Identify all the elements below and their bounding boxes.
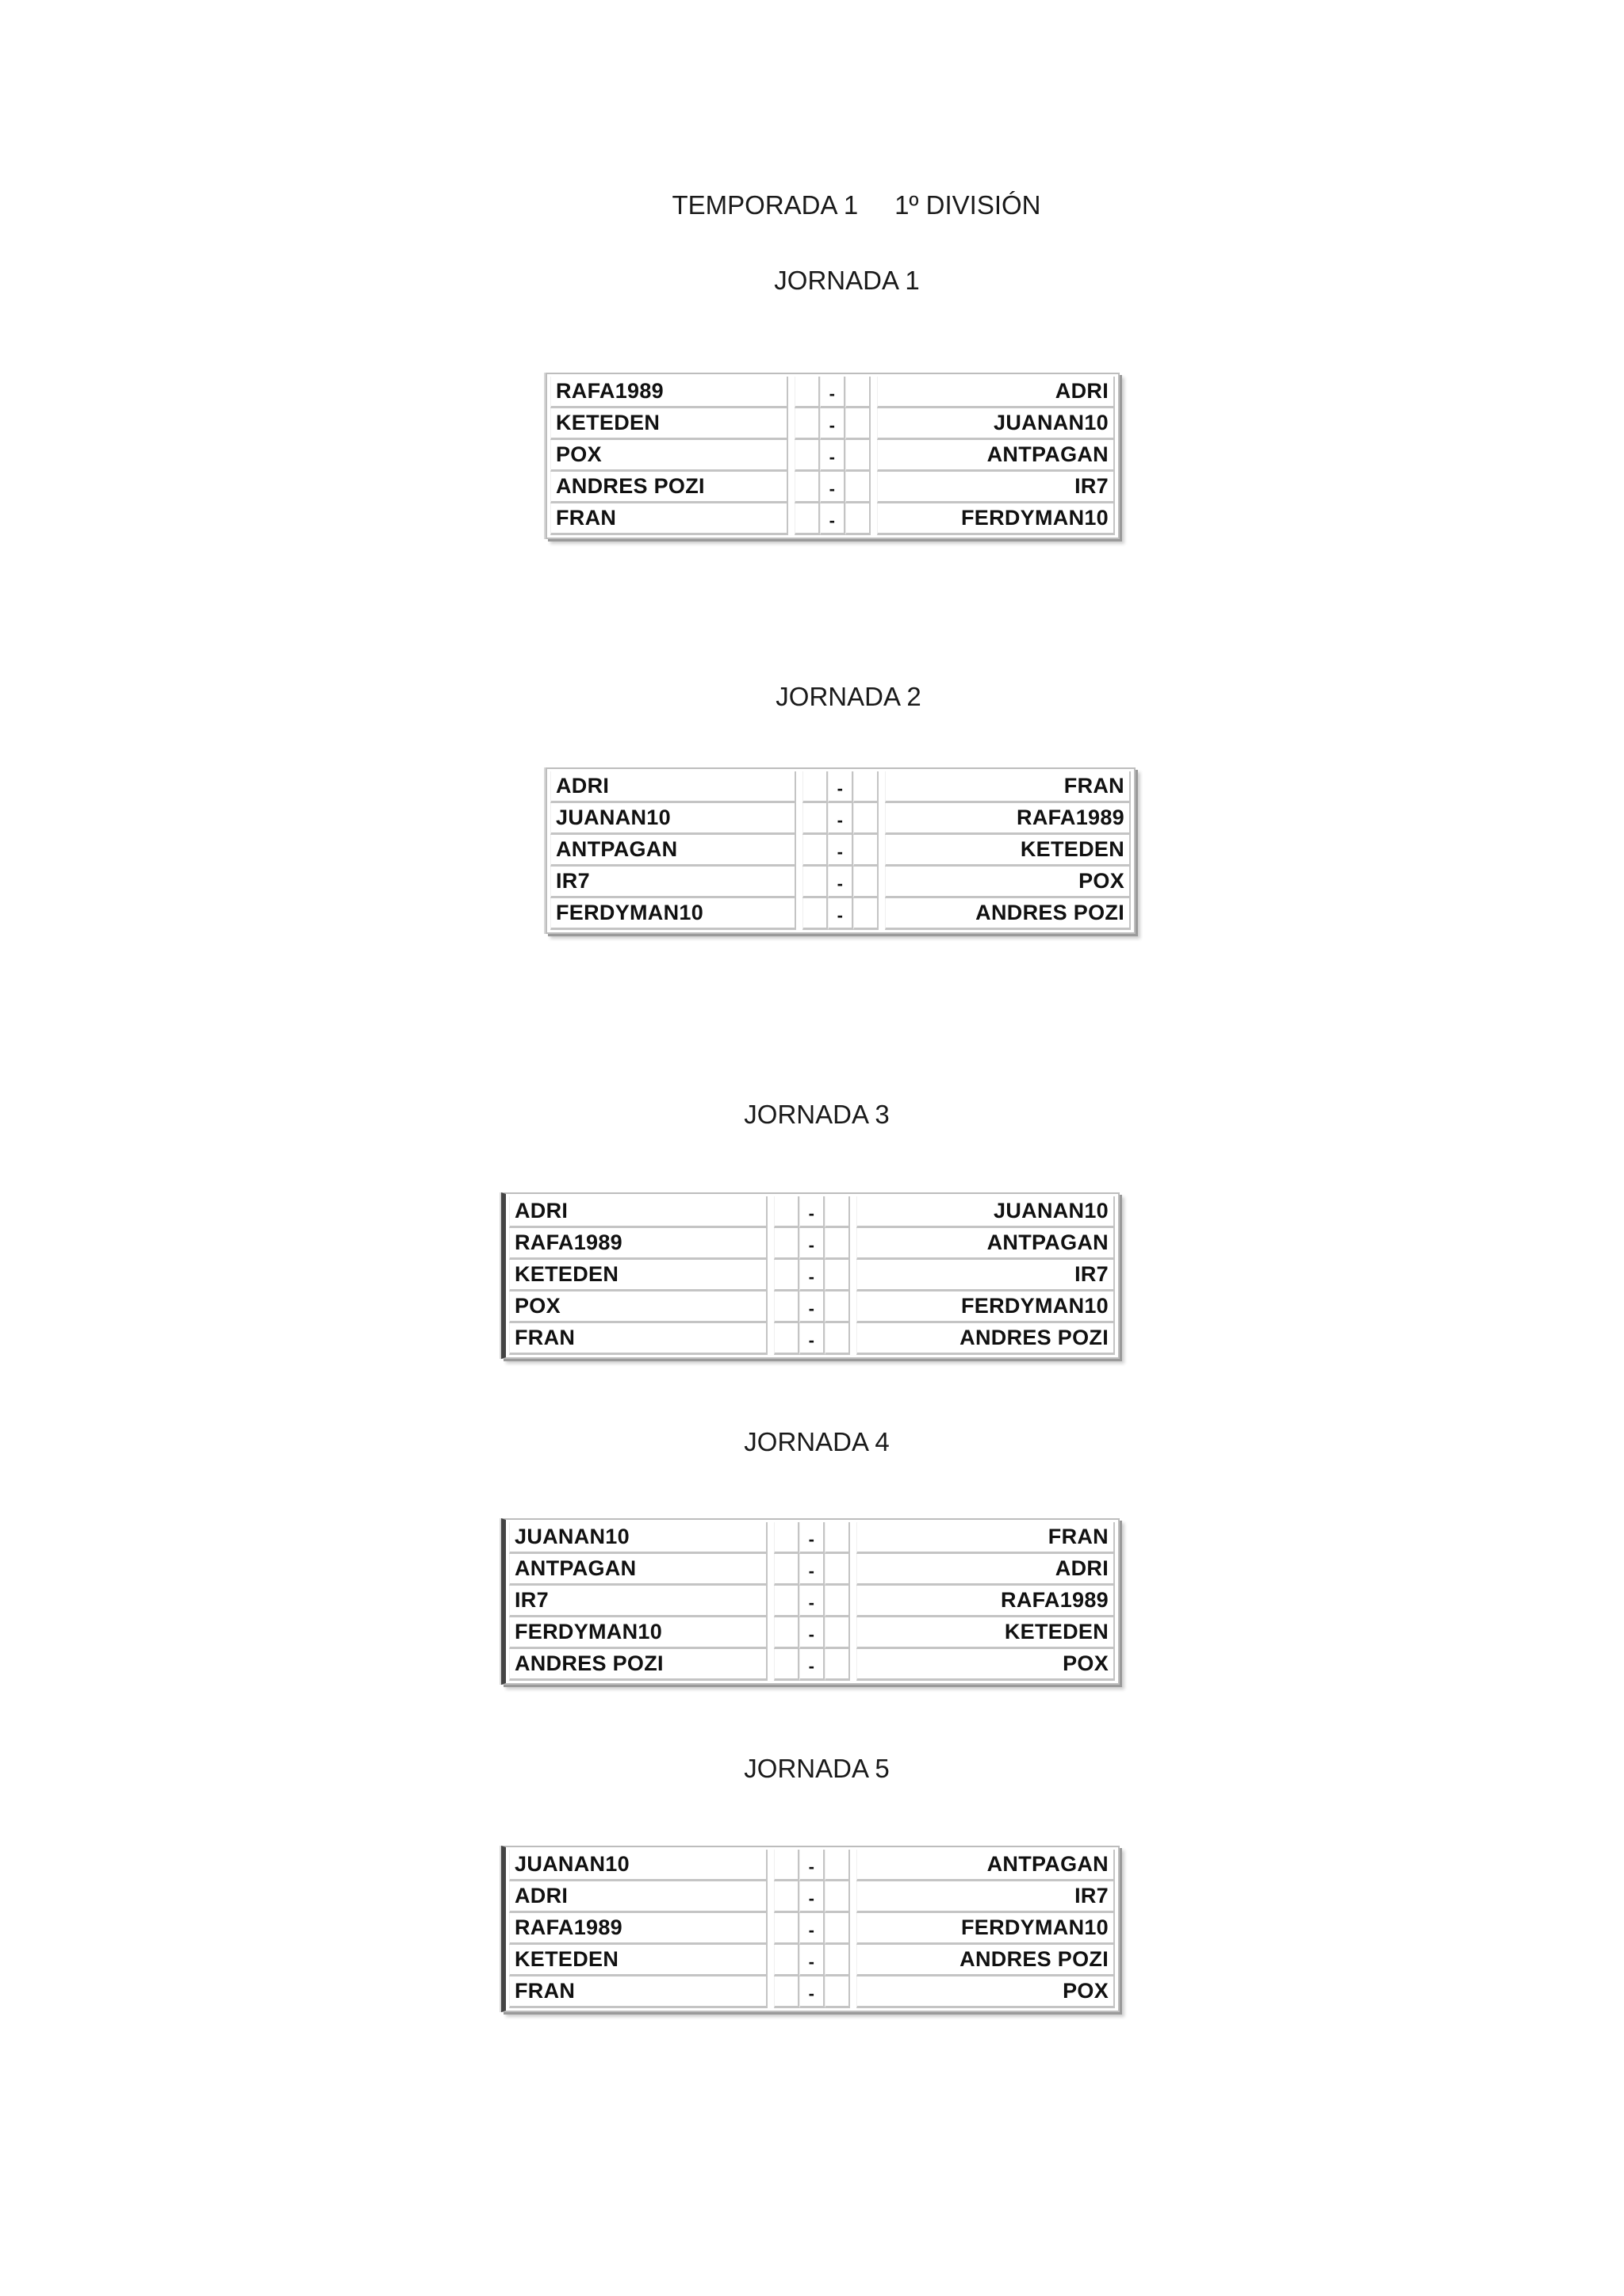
away-score-input[interactable]	[825, 1945, 850, 1976]
home-team: KETEDEN	[550, 408, 788, 440]
home-team: IR7	[509, 1586, 768, 1617]
match-row	[550, 803, 1131, 835]
home-team: ANDRES POZI	[509, 1649, 768, 1681]
score-separator: -	[799, 1881, 825, 1913]
away-team: ANTPAGAN	[877, 440, 1115, 472]
score-separator: -	[828, 898, 853, 930]
score-separator: -	[799, 1292, 825, 1323]
match-row	[509, 1976, 1115, 2008]
away-score-input[interactable]	[825, 1522, 850, 1554]
home-score-input[interactable]	[802, 867, 828, 898]
division-label: 1º DIVISIÓN	[894, 190, 1041, 220]
away-team: IR7	[877, 472, 1115, 503]
away-score-input[interactable]	[825, 1649, 850, 1681]
jornada-title: JORNADA 2	[776, 682, 921, 711]
away-score-input[interactable]	[853, 867, 879, 898]
away-team: ANDRES POZI	[856, 1323, 1115, 1355]
away-team: ADRI	[856, 1554, 1115, 1586]
score-separator: -	[820, 472, 845, 503]
home-team: POX	[550, 440, 788, 472]
score-separator: -	[828, 803, 853, 835]
match-row	[509, 1850, 1115, 1881]
away-team: FRAN	[885, 771, 1131, 803]
match-row	[509, 1586, 1115, 1617]
away-score-input[interactable]	[825, 1554, 850, 1586]
away-score-input[interactable]	[845, 440, 871, 472]
home-score-input[interactable]	[795, 472, 820, 503]
away-score-input[interactable]	[825, 1881, 850, 1913]
match-row	[509, 1649, 1115, 1681]
fixtures-table	[546, 373, 1120, 539]
away-team: FERDYMAN10	[856, 1913, 1115, 1945]
home-team: JUANAN10	[509, 1522, 768, 1554]
away-score-input[interactable]	[825, 1196, 850, 1228]
home-score-input[interactable]	[774, 1554, 799, 1586]
score-separator: -	[820, 377, 845, 408]
home-score-input[interactable]	[802, 835, 828, 867]
home-score-input[interactable]	[774, 1850, 799, 1881]
home-score-input[interactable]	[774, 1945, 799, 1976]
home-team: FRAN	[509, 1323, 768, 1355]
match-row	[550, 835, 1131, 867]
match-row	[509, 1292, 1115, 1323]
home-score-input[interactable]	[802, 898, 828, 930]
score-separator: -	[828, 771, 853, 803]
season-label: TEMPORADA 1	[672, 190, 859, 220]
fixtures-table	[501, 1192, 1120, 1359]
home-team: RAFA1989	[509, 1913, 768, 1945]
home-team: FRAN	[550, 503, 788, 535]
home-score-input[interactable]	[774, 1522, 799, 1554]
away-score-input[interactable]	[825, 1617, 850, 1649]
away-team: RAFA1989	[856, 1586, 1115, 1617]
score-separator: -	[820, 408, 845, 440]
match-row	[509, 1522, 1115, 1554]
away-team: KETEDEN	[885, 835, 1131, 867]
home-score-input[interactable]	[774, 1617, 799, 1649]
fixtures-table	[501, 1846, 1120, 2012]
home-score-input[interactable]	[802, 803, 828, 835]
home-team: RAFA1989	[550, 377, 788, 408]
away-team: JUANAN10	[877, 408, 1115, 440]
score-separator: -	[828, 867, 853, 898]
away-team: IR7	[856, 1260, 1115, 1292]
home-score-input[interactable]	[774, 1228, 799, 1260]
score-separator: -	[799, 1617, 825, 1649]
home-team: POX	[509, 1292, 768, 1323]
away-team: ANTPAGAN	[856, 1228, 1115, 1260]
home-score-input[interactable]	[774, 1649, 799, 1681]
home-team: ANTPAGAN	[509, 1554, 768, 1586]
match-row	[550, 898, 1131, 930]
away-team: POX	[885, 867, 1131, 898]
home-team: ADRI	[509, 1196, 768, 1228]
score-separator: -	[799, 1196, 825, 1228]
away-score-input[interactable]	[845, 408, 871, 440]
home-score-input[interactable]	[795, 377, 820, 408]
score-separator: -	[820, 503, 845, 535]
away-score-input[interactable]	[825, 1976, 850, 2008]
away-team: KETEDEN	[856, 1617, 1115, 1649]
away-team: FERDYMAN10	[877, 503, 1115, 535]
home-team: IR7	[550, 867, 796, 898]
score-separator: -	[799, 1850, 825, 1881]
home-team: JUANAN10	[509, 1850, 768, 1881]
home-score-input[interactable]	[774, 1976, 799, 2008]
away-team: POX	[856, 1976, 1115, 2008]
away-score-input[interactable]	[825, 1323, 850, 1355]
away-team: IR7	[856, 1881, 1115, 1913]
score-separator: -	[799, 1586, 825, 1617]
score-separator: -	[799, 1228, 825, 1260]
match-row	[550, 771, 1131, 803]
away-score-input[interactable]	[825, 1228, 850, 1260]
away-team: ANTPAGAN	[856, 1850, 1115, 1881]
home-team: FERDYMAN10	[550, 898, 796, 930]
home-team: ADRI	[550, 771, 796, 803]
away-team: FRAN	[856, 1522, 1115, 1554]
home-score-input[interactable]	[774, 1196, 799, 1228]
match-row	[509, 1945, 1115, 1976]
away-score-input[interactable]	[845, 377, 871, 408]
home-team: RAFA1989	[509, 1228, 768, 1260]
away-score-input[interactable]	[825, 1850, 850, 1881]
away-score-input[interactable]	[853, 835, 879, 867]
home-team: ANTPAGAN	[550, 835, 796, 867]
home-team: KETEDEN	[509, 1945, 768, 1976]
jornada-title: JORNADA 4	[744, 1427, 890, 1456]
match-row	[509, 1913, 1115, 1945]
home-score-input[interactable]	[795, 408, 820, 440]
match-row	[550, 867, 1131, 898]
score-separator: -	[799, 1649, 825, 1681]
jornada-title: JORNADA 3	[744, 1100, 890, 1129]
away-team: FERDYMAN10	[856, 1292, 1115, 1323]
home-score-input[interactable]	[774, 1913, 799, 1945]
away-score-input[interactable]	[845, 472, 871, 503]
score-separator: -	[799, 1323, 825, 1355]
home-score-input[interactable]	[802, 771, 828, 803]
fixtures-table	[501, 1518, 1120, 1685]
home-score-input[interactable]	[774, 1323, 799, 1355]
home-team: ADRI	[509, 1881, 768, 1913]
match-row	[550, 408, 1115, 440]
away-score-input[interactable]	[825, 1260, 850, 1292]
match-row	[550, 377, 1115, 408]
home-score-input[interactable]	[795, 503, 820, 535]
score-separator: -	[828, 835, 853, 867]
match-row	[509, 1260, 1115, 1292]
match-row	[509, 1617, 1115, 1649]
home-team: JUANAN10	[550, 803, 796, 835]
away-team: JUANAN10	[856, 1196, 1115, 1228]
match-row	[550, 472, 1115, 503]
away-team: ADRI	[877, 377, 1115, 408]
score-separator: -	[799, 1522, 825, 1554]
home-score-input[interactable]	[774, 1881, 799, 1913]
match-row	[509, 1323, 1115, 1355]
score-separator: -	[799, 1976, 825, 2008]
jornada-title: JORNADA 1	[774, 266, 920, 295]
match-row	[509, 1228, 1115, 1260]
page-title	[0, 190, 1624, 220]
home-score-input[interactable]	[774, 1260, 799, 1292]
jornada-title: JORNADA 5	[744, 1754, 890, 1783]
away-team: POX	[856, 1649, 1115, 1681]
away-score-input[interactable]	[853, 803, 879, 835]
away-score-input[interactable]	[853, 771, 879, 803]
home-score-input[interactable]	[795, 440, 820, 472]
home-score-input[interactable]	[774, 1292, 799, 1323]
away-team: ANDRES POZI	[856, 1945, 1115, 1976]
away-score-input[interactable]	[853, 898, 879, 930]
home-score-input[interactable]	[774, 1586, 799, 1617]
match-row	[550, 503, 1115, 535]
away-score-input[interactable]	[825, 1586, 850, 1617]
match-row	[509, 1881, 1115, 1913]
home-team: KETEDEN	[509, 1260, 768, 1292]
home-team: ANDRES POZI	[550, 472, 788, 503]
fixtures-table	[546, 767, 1136, 934]
score-separator: -	[799, 1554, 825, 1586]
score-separator: -	[799, 1913, 825, 1945]
home-team: FERDYMAN10	[509, 1617, 768, 1649]
score-separator: -	[820, 440, 845, 472]
score-separator: -	[799, 1945, 825, 1976]
match-row	[509, 1554, 1115, 1586]
match-row	[550, 440, 1115, 472]
home-team: FRAN	[509, 1976, 768, 2008]
away-team: RAFA1989	[885, 803, 1131, 835]
away-score-input[interactable]	[825, 1913, 850, 1945]
away-score-input[interactable]	[825, 1292, 850, 1323]
away-score-input[interactable]	[845, 503, 871, 535]
score-separator: -	[799, 1260, 825, 1292]
match-row	[509, 1196, 1115, 1228]
away-team: ANDRES POZI	[885, 898, 1131, 930]
